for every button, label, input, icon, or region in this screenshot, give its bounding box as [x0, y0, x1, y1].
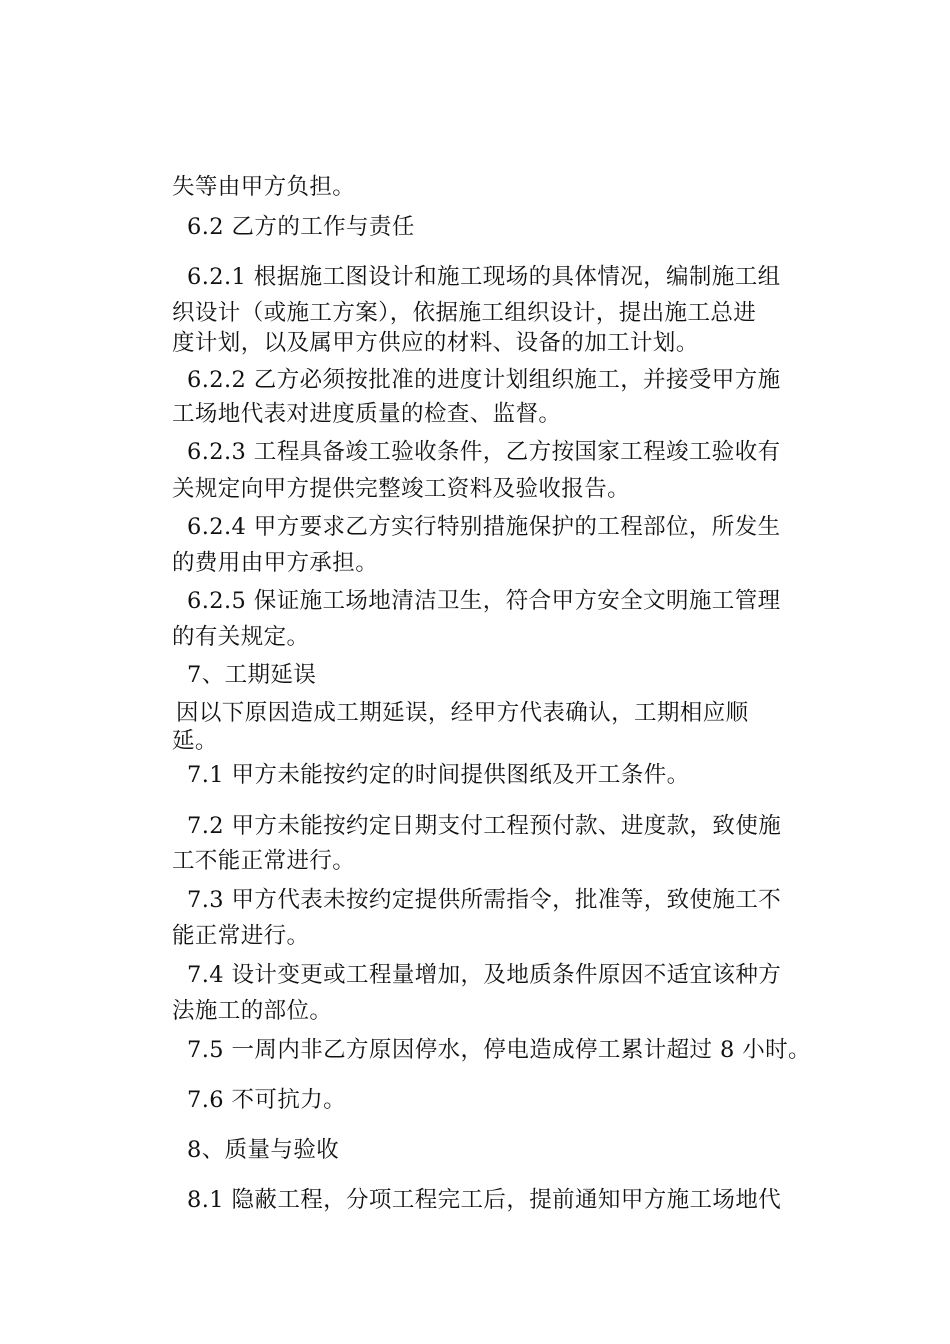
- text-line: 6.2.4 甲方要求乙方实行特别措施保护的工程部位，所发生: [187, 514, 781, 540]
- text-line: 的有关规定。: [172, 624, 310, 650]
- text-line: 失等由甲方负担。: [172, 174, 356, 200]
- text-line: 的费用由甲方承担。: [172, 550, 379, 576]
- section-heading: 7、工期延误: [187, 662, 317, 688]
- text-line: 工场地代表对进度质量的检查、监督。: [172, 401, 562, 427]
- text-line: 织设计（或施工方案），依据施工组织设计，提出施工总进: [172, 300, 757, 326]
- text-line: 6.2.1 根据施工图设计和施工现场的具体情况，编制施工组: [187, 264, 781, 290]
- text-line: 8.1 隐蔽工程，分项工程完工后，提前通知甲方施工场地代: [187, 1187, 782, 1213]
- text-line: 工不能正常进行。: [172, 848, 356, 874]
- section-heading: 8、质量与验收: [187, 1137, 340, 1163]
- text-line: 7.6 不可抗力。: [187, 1087, 347, 1113]
- text-line: 6.2.2 乙方必须按批准的进度计划组织施工，并接受甲方施: [187, 367, 781, 393]
- text-line: 6.2.3 工程具备竣工验收条件，乙方按国家工程竣工验收有: [187, 439, 781, 465]
- section-heading: 6.2 乙方的工作与责任: [187, 214, 415, 240]
- text-line: 6.2.5 保证施工场地清洁卫生，符合甲方安全文明施工管理: [187, 588, 781, 614]
- text-line: 能正常进行。: [172, 923, 310, 949]
- text-line: 7.1 甲方未能按约定的时间提供图纸及开工条件。: [187, 762, 690, 788]
- text-line: 度计划，以及属甲方供应的材料、设备的加工计划。: [172, 330, 699, 356]
- text-line: 7.2 甲方未能按约定日期支付工程预付款、进度款，致使施: [187, 813, 782, 839]
- text-line: 7.5 一周内非乙方原因停水，停电造成停工累计超过 8 小时。: [187, 1037, 811, 1063]
- text-line: 7.3 甲方代表未按约定提供所需指令，批准等，致使施工不: [187, 887, 782, 913]
- text-line: 关规定向甲方提供完整竣工资料及验收报告。: [172, 476, 631, 502]
- text-line: 7.4 设计变更或工程量增加，及地质条件原因不适宜该种方: [187, 962, 782, 988]
- text-line: 延。: [172, 728, 218, 754]
- text-line: 因以下原因造成工期延误，经甲方代表确认，工期相应顺: [176, 700, 749, 726]
- text-line: 法施工的部位。: [172, 998, 333, 1024]
